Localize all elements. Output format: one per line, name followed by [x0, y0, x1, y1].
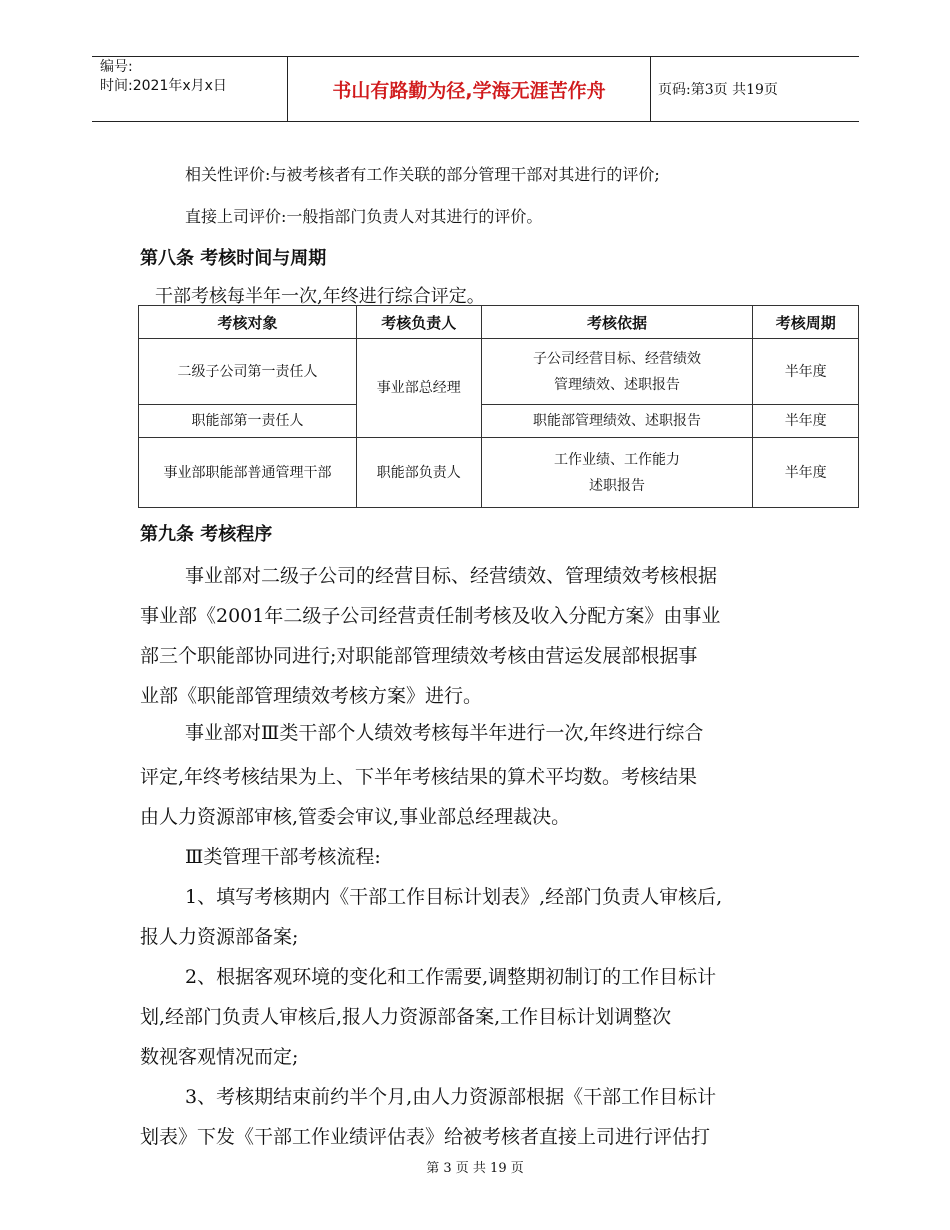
body-line: 2、根据客观环境的变化和工作需要,调整期初制订的工作目标计: [185, 966, 717, 988]
col-header-period: 考核周期: [753, 306, 859, 339]
doc-time: 时间:2021年x月x日: [100, 78, 227, 94]
cell-object: 二级子公司第一责任人: [139, 339, 357, 405]
body-line: 业部《职能部管理绩效考核方案》进行。: [140, 685, 483, 707]
table-row: [139, 405, 859, 438]
col-header-object: 考核对象: [139, 306, 357, 339]
table-header-row: [139, 306, 859, 339]
cell-basis-line: 管理绩效、述职报告: [553, 376, 680, 393]
header-motto: 书山有路勤为径,学海无涯苦作舟: [332, 79, 606, 102]
cell-period: 半年度: [753, 339, 859, 405]
assessment-table: [138, 305, 859, 508]
col-header-basis: 考核依据: [481, 306, 753, 339]
body-line: 事业部《2001年二级子公司经营责任制考核及收入分配方案》由事业: [140, 605, 721, 627]
body-line: 由人力资源部审核,管委会审议,事业部总经理裁决。: [140, 806, 571, 828]
cell-object: 职能部第一责任人: [139, 405, 357, 438]
table-row: [139, 438, 859, 508]
header-meta: [100, 58, 285, 96]
body-line: 划,经部门负责人审核后,报人力资源部备案,工作目标计划调整次: [140, 1006, 672, 1028]
body-line: 1、填写考核期内《干部工作目标计划表》,经部门负责人审核后,: [185, 886, 723, 908]
body-line: 划表》下发《干部工作业绩评估表》给被考核者直接上司进行评估打: [140, 1126, 711, 1148]
page-footer: 第 3 页 共 19 页: [426, 1161, 524, 1176]
body-line: 事业部对二级子公司的经营目标、经营绩效、管理绩效考核根据: [185, 565, 718, 587]
header-page-info: 页码:第3页 共19页: [658, 82, 778, 98]
doc-code-label: 编号:: [100, 59, 133, 75]
header-divider-right: [650, 56, 651, 122]
body-line: 数视客观情况而定;: [140, 1046, 299, 1068]
body-line: 部三个职能部协同进行;对职能部管理绩效考核由营运发展部根据事: [140, 645, 698, 667]
body-line: 报人力资源部备案;: [140, 926, 299, 948]
cell-basis: [481, 438, 753, 508]
body-line: Ⅲ类管理干部考核流程:: [185, 846, 381, 868]
cell-basis: [481, 339, 753, 405]
table-row: [139, 339, 859, 405]
cell-basis: 职能部管理绩效、述职报告: [481, 405, 753, 438]
col-header-responsible: 考核负责人: [357, 306, 481, 339]
cell-basis-line: 工作业绩、工作能力: [553, 451, 680, 468]
cell-responsible: 事业部总经理: [357, 339, 481, 438]
cell-responsible: 职能部负责人: [357, 438, 481, 508]
body-line: 评定,年终考核结果为上、下半年考核结果的算术平均数。考核结果: [140, 766, 698, 788]
paragraph-supervisor-eval: 直接上司评价:一般指部门负责人对其进行的评价。: [185, 207, 543, 226]
body-line: 事业部对Ⅲ类干部个人绩效考核每半年进行一次,年终进行综合: [185, 722, 704, 744]
body-line: 3、考核期结束前约半个月,由人力资源部根据《干部工作目标计: [185, 1086, 717, 1108]
section-8-title: 第八条 考核时间与周期: [140, 248, 327, 269]
cell-period: 半年度: [753, 405, 859, 438]
cell-period: 半年度: [753, 438, 859, 508]
section-8-text: 干部考核每半年一次,年终进行综合评定。: [155, 286, 485, 307]
paragraph-related-eval: 相关性评价:与被考核者有工作关联的部分管理干部对其进行的评价;: [185, 165, 660, 184]
cell-basis-line: 子公司经营目标、经营绩效: [532, 350, 701, 367]
cell-basis-line: 述职报告: [588, 477, 645, 494]
cell-object: 事业部职能部普通管理干部: [139, 438, 357, 508]
section-9-title: 第九条 考核程序: [140, 524, 273, 545]
